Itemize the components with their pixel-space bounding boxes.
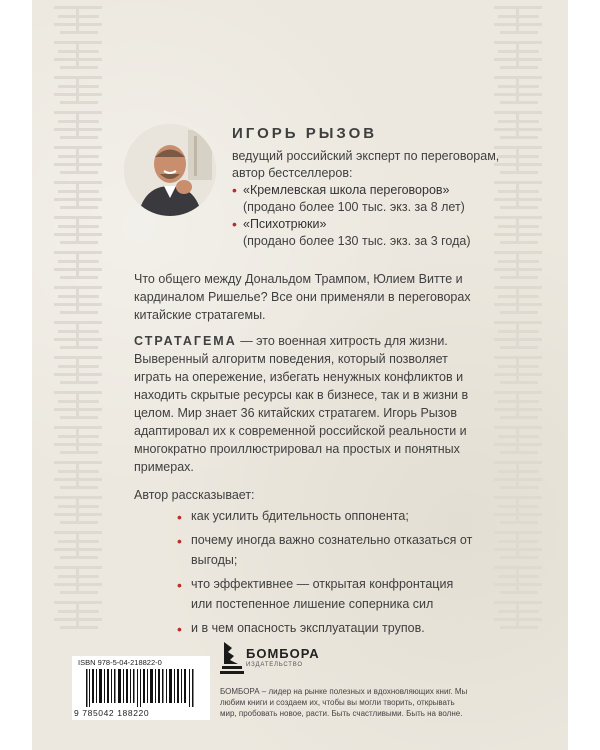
book-title: «Кремлевская школа переговоров»	[243, 183, 450, 197]
book-sales: (продано более 100 тыс. экз. за 8 лет)	[243, 200, 465, 214]
list-item: • почему иногда важно сознательно отказаться от выгоды;	[177, 533, 473, 567]
strategem-term: СТРАТАГЕМА	[134, 334, 237, 348]
topics-list	[177, 506, 477, 642]
bullet-icon: •	[232, 182, 237, 198]
bestseller-item	[232, 182, 522, 216]
author-name: ИГОРЬ РЫЗОВ	[232, 125, 378, 142]
barcode-digits: 9 785042 188220	[74, 708, 150, 718]
author-description: ведущий российский эксперт по переговорам, автор бестселлеров:	[232, 149, 500, 180]
barcode	[72, 656, 210, 720]
bullet-icon: •	[177, 621, 182, 637]
bullet-icon: •	[232, 216, 237, 232]
book-title: «Психотрюки»	[243, 217, 327, 231]
publisher-description: БОМБОРА – лидер на рынке полезных и вдохновляющих книг. Мы любим книги и создаем их, чтобы вы могли творить, открывать мир, пробовать новое, расти. Быть счастливыми. Быть на волне.	[220, 687, 468, 718]
strategem-definition: — это военная хитрость для жизни. Выверенный алгоритм поведения, который позволяет играть на опережение, избегать ненужных конфликтов и находить скрытые ресурсы как в бизнесе, так и в жизни в целом. Мир знает 36 китайских стратагем. Игорь Рызов адаптировал их к современной российской реальности и многократно проиллюстрировал на простых и понятных примерах.	[134, 334, 469, 474]
author-photo	[124, 124, 216, 216]
bestseller-item	[232, 216, 522, 250]
list-item: • что эффективнее — открытая конфронтация или постепенное лишение соперника сил	[177, 577, 454, 611]
list-item: • и в чем опасность эксплуатации трупов.	[177, 621, 425, 637]
book-back-cover	[32, 0, 568, 750]
decorative-glyph-column-left	[54, 6, 106, 636]
publisher-name: БОМБОРА	[246, 646, 320, 661]
bullet-icon: •	[177, 577, 182, 593]
decorative-glyph-column-right	[494, 6, 546, 636]
publisher-subtitle: ИЗДАТЕЛЬСТВО	[246, 662, 303, 668]
book-sales: (продано более 130 тыс. экз. за 3 года)	[243, 234, 471, 248]
list-intro: Автор рассказывает:	[134, 488, 255, 502]
intro-paragraph: Что общего между Дональдом Трампом, Юлием Витте и кардиналом Ришелье? Все они применяли в переговорах китайские стратагемы.	[134, 272, 471, 322]
list-item: • как усилить бдительность оппонента;	[177, 509, 409, 525]
barcode-bars	[86, 669, 196, 707]
author-bio	[232, 148, 522, 250]
bullet-icon: •	[177, 509, 182, 525]
strategem-paragraph	[134, 332, 474, 476]
isbn-number: ISBN 978-5-04-218822-0	[78, 658, 162, 667]
bombora-logo-icon	[220, 642, 244, 676]
bullet-icon: •	[177, 533, 182, 549]
